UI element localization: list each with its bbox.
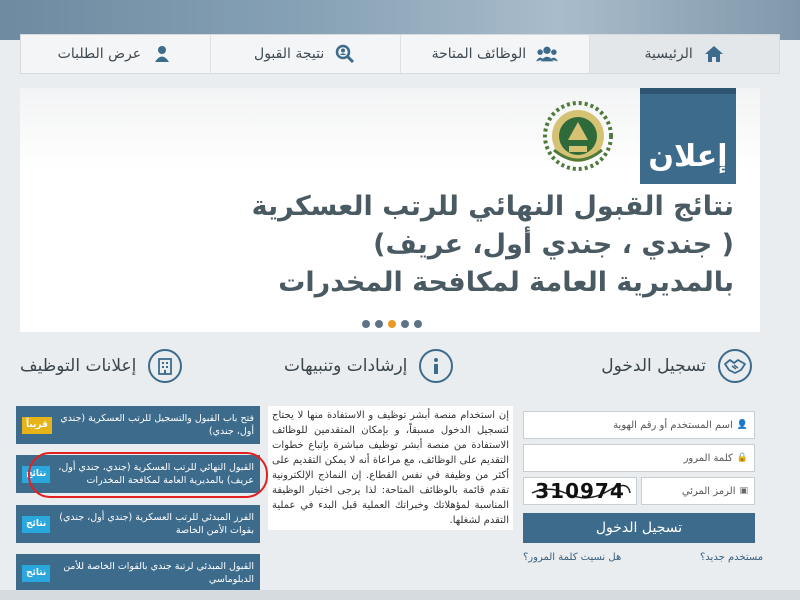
login-button[interactable]: تسجيل الدخول (523, 513, 755, 543)
login-header (520, 344, 756, 388)
nav-home[interactable] (589, 35, 779, 73)
username-field[interactable] (523, 411, 755, 439)
home-icon (703, 44, 725, 64)
job-announcement-text: فتح باب القبول والتسجيل للرتب العسكرية (جندي أول، جندي) (60, 413, 254, 437)
banner-title (114, 188, 734, 302)
login-title: تسجيل الدخول (601, 356, 706, 376)
emblem-logo (542, 100, 614, 172)
nav-home-label: الرئيسية (644, 46, 693, 62)
nav-available-jobs-label: الوظائف المتاحة (431, 46, 527, 62)
banner-title-line: نتائج القبول النهائي للرتب العسكرية (251, 191, 734, 222)
user-small-icon: 👤 (736, 420, 748, 430)
username-placeholder: اسم المستخدم أو رقم الهوية (613, 419, 733, 431)
carousel-dot[interactable] (414, 320, 422, 328)
captcha-text: 310974 (535, 479, 625, 503)
main-nav (20, 34, 780, 74)
guidance-text: إن استخدام منصة أبشر توظيف و الاستفادة منها لا يحتاج لتسجيل الدخول مسبقاً، و بإمكان المتقدمين للوظائف الاستفادة من منصة أبشر توظيف مباشرة بإتباع خطوات التقديم على الوظائف، مع مراعاة أنه لا يمكن التقديم على أكثر من وظيفة في نفس القطاع. إن النماذج الإلكترونية تقدم قائمة بالوظائف المتاحة: لذا يرجى اختيار الوظيفة المناسبة لمؤهلاتك وخبراتك العملية قبل البدء في عملية التقدم لشغلها. (268, 406, 513, 530)
carousel-dots (362, 320, 422, 328)
carousel-dot[interactable] (401, 320, 409, 328)
carousel-dot[interactable] (388, 320, 396, 328)
user-icon (151, 44, 173, 64)
guidance-header (284, 344, 502, 388)
carousel-dot[interactable] (375, 320, 383, 328)
job-announcement-text: القبول المبدئي لرتبة جندي بالقوات الخاصة للأمن الدبلوماسي (63, 561, 254, 585)
search-user-icon (334, 44, 356, 64)
job-announcement-text: القبول النهائي للرتب العسكرية (جندي، جندي أول، عريف) بالمديرية العامة لمكافحة المخدرات (58, 462, 254, 486)
captcha-placeholder: الرمز المرئي (681, 485, 736, 497)
announcement-badge: إعلان (640, 94, 736, 184)
password-placeholder: كلمة المرور (683, 452, 733, 464)
captcha-image (523, 477, 637, 505)
carousel-dot[interactable] (362, 320, 370, 328)
nav-view-requests-label: عرض الطلبات (57, 46, 142, 62)
banner-title-line: بالمديرية العامة لمكافحة المخدرات (278, 267, 734, 298)
footer-strip (0, 590, 800, 600)
banner-title-line: ( جندي ، جندي أول، عريف) (373, 229, 734, 260)
jobs-header (20, 344, 260, 388)
job-announcement-item[interactable] (16, 505, 260, 543)
lock-icon: 🔒 (736, 453, 748, 463)
job-status-badge: نتائج (22, 565, 50, 582)
nav-view-requests[interactable] (21, 35, 210, 73)
jobs-title: إعلانات التوظيف (20, 356, 137, 376)
handshake-icon (718, 349, 752, 383)
nav-acceptance-result[interactable] (210, 35, 400, 73)
job-status-badge: قريباً (22, 417, 52, 434)
job-status-badge: نتائج (22, 466, 50, 483)
captcha-graphic (528, 479, 632, 503)
highlight-annotation (28, 452, 268, 498)
nav-acceptance-result-label: نتيجة القبول (254, 46, 325, 62)
job-status-badge: نتائج (22, 516, 50, 533)
info-icon (419, 349, 453, 383)
users-icon (536, 44, 558, 64)
building-icon (148, 349, 182, 383)
job-announcement-text: الفرز المبدئي للرتب العسكرية (جندي أول، جندي) بقوات الأمن الخاصة (59, 512, 254, 536)
announcement-banner[interactable] (20, 88, 760, 332)
nav-available-jobs[interactable] (400, 35, 590, 73)
captcha-field[interactable] (641, 477, 755, 505)
password-field[interactable] (523, 444, 755, 472)
forgot-password-link[interactable]: هل نسيت كلمة المرور؟ (523, 552, 622, 563)
job-announcement-item[interactable] (16, 554, 260, 592)
guidance-title: إرشادات وتنبيهات (284, 356, 408, 376)
new-user-link[interactable]: مستخدم جديد؟ (700, 552, 764, 563)
job-announcement-item[interactable] (16, 406, 260, 444)
image-icon: ▣ (739, 486, 748, 496)
